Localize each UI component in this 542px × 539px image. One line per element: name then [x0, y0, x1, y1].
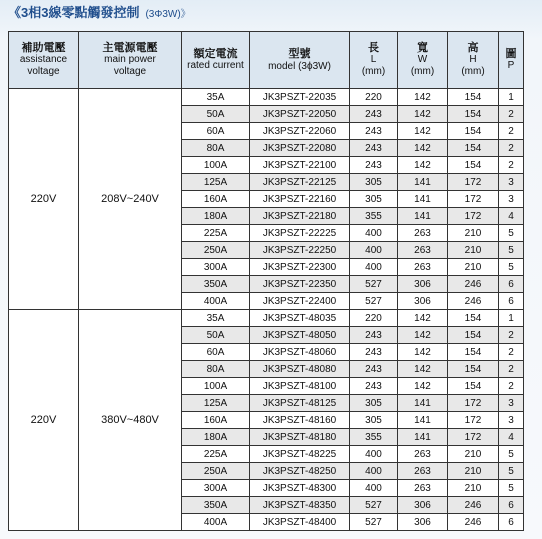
diagram-cell: 6: [499, 514, 524, 531]
header-row: [9, 32, 524, 89]
height-cell: 154: [448, 89, 499, 106]
height-cell: 154: [448, 327, 499, 344]
height-cell: 172: [448, 174, 499, 191]
diagram-cell: 3: [499, 174, 524, 191]
model-cell: JK3PSZT-48050: [250, 327, 350, 344]
height-cell: 246: [448, 514, 499, 531]
rated-current-cell: 180A: [182, 208, 250, 225]
diagram-cell: 1: [499, 310, 524, 327]
length-cell: 243: [350, 106, 398, 123]
model-cell: JK3PSZT-22125: [250, 174, 350, 191]
rated-current-cell: 350A: [182, 276, 250, 293]
header-model: 型號 model (3ϕ3W): [250, 32, 350, 89]
width-cell: 263: [398, 480, 448, 497]
width-cell: 142: [398, 344, 448, 361]
height-cell: 172: [448, 208, 499, 225]
length-cell: 305: [350, 174, 398, 191]
width-cell: 142: [398, 157, 448, 174]
header-height: 高 H (mm): [448, 32, 499, 89]
width-cell: 141: [398, 412, 448, 429]
model-cell: JK3PSZT-48350: [250, 497, 350, 514]
width-cell: 263: [398, 242, 448, 259]
length-cell: 400: [350, 225, 398, 242]
rated-current-cell: 225A: [182, 225, 250, 242]
model-cell: JK3PSZT-48250: [250, 463, 350, 480]
model-cell: JK3PSZT-22250: [250, 242, 350, 259]
height-cell: 210: [448, 225, 499, 242]
diagram-cell: 5: [499, 225, 524, 242]
model-cell: JK3PSZT-48225: [250, 446, 350, 463]
width-cell: 141: [398, 174, 448, 191]
diagram-cell: 4: [499, 208, 524, 225]
height-cell: 154: [448, 106, 499, 123]
diagram-cell: 2: [499, 361, 524, 378]
length-cell: 400: [350, 242, 398, 259]
width-cell: 306: [398, 497, 448, 514]
height-cell: 210: [448, 480, 499, 497]
diagram-cell: 2: [499, 106, 524, 123]
width-cell: 142: [398, 310, 448, 327]
rated-current-cell: 80A: [182, 361, 250, 378]
length-cell: 400: [350, 480, 398, 497]
length-cell: 243: [350, 140, 398, 157]
model-cell: JK3PSZT-22080: [250, 140, 350, 157]
header-width: 寬 W (mm): [398, 32, 448, 89]
rated-current-cell: 300A: [182, 259, 250, 276]
diagram-cell: 5: [499, 446, 524, 463]
height-cell: 154: [448, 344, 499, 361]
height-cell: 246: [448, 276, 499, 293]
length-cell: 243: [350, 327, 398, 344]
length-cell: 243: [350, 378, 398, 395]
header-assist-voltage: 補助電壓 assistance voltage: [9, 32, 79, 89]
diagram-cell: 3: [499, 191, 524, 208]
model-cell: JK3PSZT-22350: [250, 276, 350, 293]
model-cell: JK3PSZT-22035: [250, 89, 350, 106]
diagram-cell: 6: [499, 293, 524, 310]
length-cell: 220: [350, 89, 398, 106]
width-cell: 142: [398, 140, 448, 157]
model-cell: JK3PSZT-22180: [250, 208, 350, 225]
width-cell: 142: [398, 89, 448, 106]
diagram-cell: 6: [499, 497, 524, 514]
diagram-cell: 1: [499, 89, 524, 106]
length-cell: 527: [350, 293, 398, 310]
model-cell: JK3PSZT-48160: [250, 412, 350, 429]
diagram-cell: 5: [499, 259, 524, 276]
model-cell: JK3PSZT-22100: [250, 157, 350, 174]
header-length: 長 L (mm): [350, 32, 398, 89]
model-cell: JK3PSZT-48125: [250, 395, 350, 412]
assist-voltage-cell: 220V: [9, 89, 79, 310]
diagram-cell: 2: [499, 140, 524, 157]
diagram-cell: 3: [499, 412, 524, 429]
page-title: [8, 2, 191, 20]
rated-current-cell: 35A: [182, 89, 250, 106]
height-cell: 246: [448, 293, 499, 310]
model-cell: JK3PSZT-48100: [250, 378, 350, 395]
length-cell: 243: [350, 344, 398, 361]
table-row: [9, 89, 524, 106]
rated-current-cell: 60A: [182, 344, 250, 361]
width-cell: 263: [398, 446, 448, 463]
header-diagram: 圖 P: [499, 32, 524, 89]
rated-current-cell: 400A: [182, 293, 250, 310]
diagram-cell: 2: [499, 378, 524, 395]
width-cell: 263: [398, 259, 448, 276]
length-cell: 400: [350, 259, 398, 276]
spec-table: [8, 31, 524, 531]
height-cell: 154: [448, 140, 499, 157]
rated-current-cell: 225A: [182, 446, 250, 463]
height-cell: 172: [448, 412, 499, 429]
rated-current-cell: 100A: [182, 378, 250, 395]
table-row: [9, 310, 524, 327]
rated-current-cell: 300A: [182, 480, 250, 497]
length-cell: 305: [350, 395, 398, 412]
main-voltage-cell: 380V~480V: [79, 310, 182, 531]
height-cell: 210: [448, 446, 499, 463]
model-cell: JK3PSZT-22160: [250, 191, 350, 208]
model-cell: JK3PSZT-22400: [250, 293, 350, 310]
width-cell: 142: [398, 106, 448, 123]
rated-current-cell: 160A: [182, 191, 250, 208]
model-cell: JK3PSZT-22050: [250, 106, 350, 123]
diagram-cell: 5: [499, 463, 524, 480]
header-main-voltage: 主電源電壓 main power voltage: [79, 32, 182, 89]
rated-current-cell: 80A: [182, 140, 250, 157]
width-cell: 263: [398, 225, 448, 242]
height-cell: 172: [448, 395, 499, 412]
length-cell: 220: [350, 310, 398, 327]
rated-current-cell: 35A: [182, 310, 250, 327]
height-cell: 154: [448, 378, 499, 395]
length-cell: 527: [350, 276, 398, 293]
height-cell: 246: [448, 497, 499, 514]
model-cell: JK3PSZT-48400: [250, 514, 350, 531]
rated-current-cell: 250A: [182, 242, 250, 259]
diagram-cell: 4: [499, 429, 524, 446]
diagram-cell: 2: [499, 157, 524, 174]
diagram-cell: 2: [499, 123, 524, 140]
rated-current-cell: 125A: [182, 395, 250, 412]
main-voltage-cell: 208V~240V: [79, 89, 182, 310]
rated-current-cell: 100A: [182, 157, 250, 174]
width-cell: 263: [398, 463, 448, 480]
height-cell: 172: [448, 191, 499, 208]
width-cell: 306: [398, 514, 448, 531]
rated-current-cell: 180A: [182, 429, 250, 446]
header-rated-current: 額定電流 rated current: [182, 32, 250, 89]
length-cell: 527: [350, 514, 398, 531]
diagram-cell: 5: [499, 480, 524, 497]
rated-current-cell: 60A: [182, 123, 250, 140]
height-cell: 210: [448, 259, 499, 276]
rated-current-cell: 350A: [182, 497, 250, 514]
assist-voltage-cell: 220V: [9, 310, 79, 531]
diagram-cell: 5: [499, 242, 524, 259]
length-cell: 243: [350, 361, 398, 378]
length-cell: 305: [350, 191, 398, 208]
rated-current-cell: 50A: [182, 327, 250, 344]
height-cell: 172: [448, 429, 499, 446]
height-cell: 154: [448, 123, 499, 140]
width-cell: 141: [398, 191, 448, 208]
length-cell: 400: [350, 446, 398, 463]
diagram-cell: 6: [499, 276, 524, 293]
rated-current-cell: 400A: [182, 514, 250, 531]
width-cell: 142: [398, 327, 448, 344]
length-cell: 527: [350, 497, 398, 514]
width-cell: 142: [398, 123, 448, 140]
title-main: 《3相3線零點觸發控制: [8, 5, 140, 20]
model-cell: JK3PSZT-48035: [250, 310, 350, 327]
diagram-cell: 3: [499, 395, 524, 412]
height-cell: 154: [448, 310, 499, 327]
height-cell: 154: [448, 361, 499, 378]
width-cell: 306: [398, 293, 448, 310]
diagram-cell: 2: [499, 327, 524, 344]
model-cell: JK3PSZT-22225: [250, 225, 350, 242]
model-cell: JK3PSZT-48080: [250, 361, 350, 378]
model-cell: JK3PSZT-48180: [250, 429, 350, 446]
height-cell: 210: [448, 242, 499, 259]
width-cell: 141: [398, 429, 448, 446]
length-cell: 305: [350, 412, 398, 429]
length-cell: 355: [350, 429, 398, 446]
height-cell: 154: [448, 157, 499, 174]
diagram-cell: 2: [499, 344, 524, 361]
rated-current-cell: 250A: [182, 463, 250, 480]
rated-current-cell: 125A: [182, 174, 250, 191]
rated-current-cell: 160A: [182, 412, 250, 429]
height-cell: 210: [448, 463, 499, 480]
width-cell: 142: [398, 361, 448, 378]
title-sub: (3Φ3W)》: [145, 9, 191, 20]
model-cell: JK3PSZT-48300: [250, 480, 350, 497]
length-cell: 355: [350, 208, 398, 225]
length-cell: 243: [350, 123, 398, 140]
width-cell: 141: [398, 395, 448, 412]
model-cell: JK3PSZT-22060: [250, 123, 350, 140]
width-cell: 306: [398, 276, 448, 293]
model-cell: JK3PSZT-48060: [250, 344, 350, 361]
length-cell: 400: [350, 463, 398, 480]
width-cell: 142: [398, 378, 448, 395]
width-cell: 141: [398, 208, 448, 225]
length-cell: 243: [350, 157, 398, 174]
model-cell: JK3PSZT-22300: [250, 259, 350, 276]
rated-current-cell: 50A: [182, 106, 250, 123]
